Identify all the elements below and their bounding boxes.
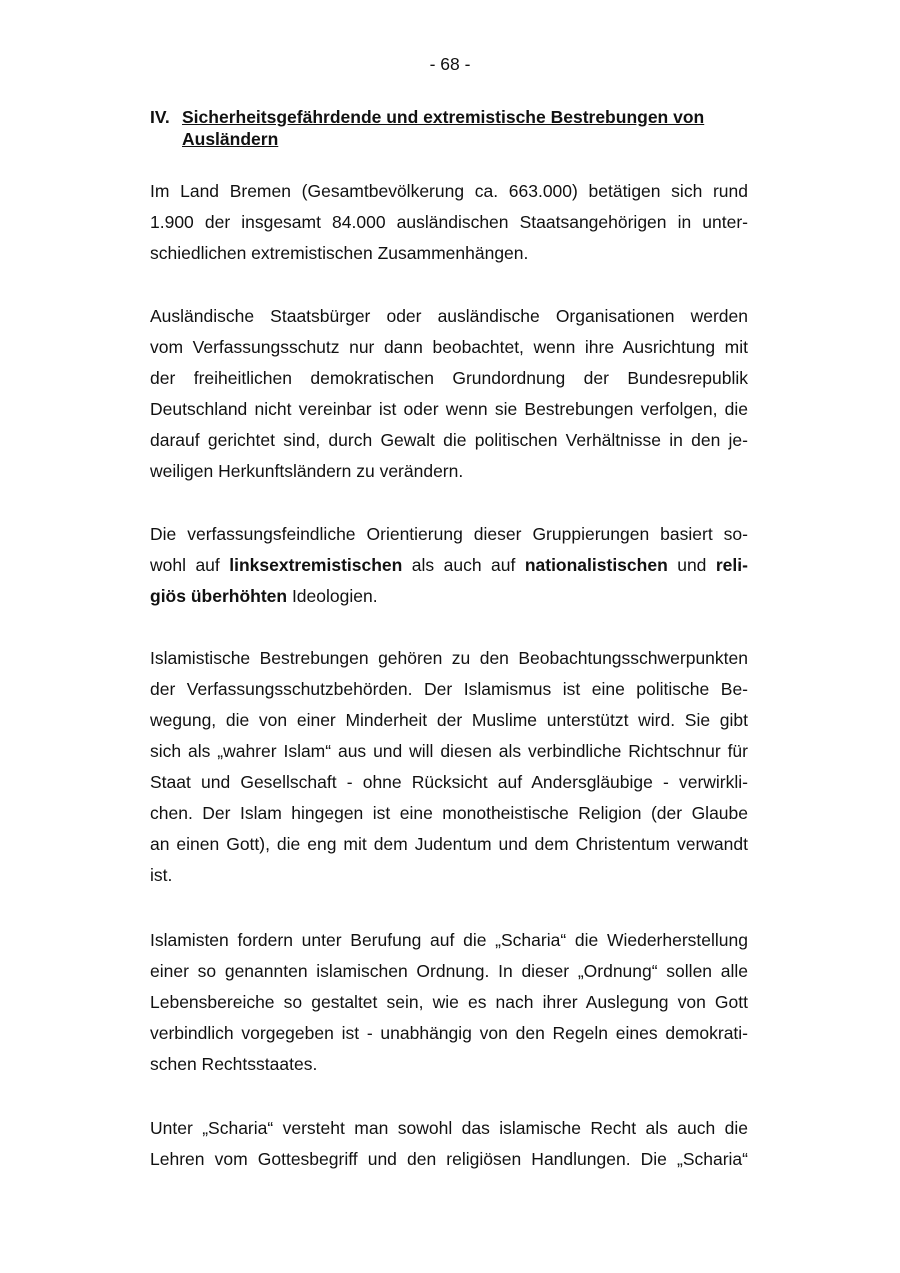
paragraph-line: der Verfassungsschutzbehörden. Der Islamismus ist eine politische Be- (150, 679, 748, 699)
paragraph-line: weiligen Herkunftsländern zu verändern. (150, 461, 464, 481)
paragraph-line: Lebensbereiche so gestaltet sein, wie es nach ihrer Auslegung von Gott (150, 992, 748, 1012)
paragraph-line: Ausländische Staatsbürger oder ausländische Organisationen werden (150, 306, 748, 326)
paragraph-4 (150, 643, 748, 891)
page-number: - 68 - (429, 54, 471, 74)
paragraph-line: 1.900 der insgesamt 84.000 ausländischen Staatsangehörigen in unter- (150, 212, 748, 232)
paragraph-line: Unter „Scharia“ versteht man sowohl das islamische Recht als auch die (150, 1118, 748, 1138)
paragraph-line: verbindlich vorgegeben ist - unabhängig von den Regeln eines demokrati- (150, 1023, 748, 1043)
section-number: IV. (150, 107, 170, 127)
paragraph-line-emphasis (150, 550, 748, 581)
text-run: Ideologien. (287, 586, 378, 606)
paragraph-line: an einen Gott), die eng mit dem Judentum und dem Christentum verwandt (150, 834, 748, 854)
paragraph-line: Deutschland nicht vereinbar ist oder wenn sie Bestrebungen verfolgen, die (150, 399, 748, 419)
paragraph-2 (150, 301, 748, 487)
section-title-line-2: Ausländern (182, 129, 279, 149)
paragraph-line: Islamistische Bestrebungen gehören zu den Beobachtungsschwerpunkten (150, 648, 748, 668)
paragraph-line: schen Rechtsstaates. (150, 1054, 318, 1074)
bold-term-religioes-2: giös überhöhten (150, 586, 288, 606)
paragraph-line: Staat und Gesellschaft - ohne Rücksicht auf Andersgläubige - verwirkli- (150, 772, 748, 792)
paragraph-5 (150, 925, 748, 1080)
paragraph-line: wegung, die von einer Minderheit der Muslime unterstützt wird. Sie gibt (150, 710, 748, 730)
paragraph-line: chen. Der Islam hingegen ist eine monotheistische Religion (der Glaube (150, 803, 748, 823)
bold-term-linksextremistisch: linksextremistischen (229, 555, 403, 575)
section-heading (150, 106, 760, 150)
bold-term-nationalistisch: nationalistischen (524, 555, 668, 575)
paragraph-line-emphasis (150, 581, 748, 612)
paragraph-line: vom Verfassungsschutz nur dann beobachtet, wenn ihre Ausrichtung mit (150, 337, 748, 357)
paragraph-6 (150, 1113, 748, 1175)
text-run: wohl auf (150, 555, 230, 575)
section-title-line-1: Sicherheitsgefährdende und extremistische Bestrebungen von (182, 107, 705, 127)
bold-term-religioes-1: reli- (715, 555, 748, 575)
text-run: und (667, 555, 716, 575)
paragraph-line: schiedlichen extremistischen Zusammenhängen. (150, 243, 529, 263)
paragraph-line: Im Land Bremen (Gesamtbevölkerung ca. 663.000) betätigen sich rund (150, 181, 748, 201)
paragraph-line: einer so genannten islamischen Ordnung. In dieser „Ordnung“ sollen alle (150, 961, 748, 981)
paragraph-line: darauf gerichtet sind, durch Gewalt die politischen Verhältnisse in den je- (150, 430, 748, 450)
text-run: als auch auf (402, 555, 525, 575)
paragraph-line: ist. (150, 865, 173, 885)
paragraph-line: der freiheitlichen demokratischen Grundordnung der Bundesrepublik (150, 368, 748, 388)
paragraph-line: Die verfassungsfeindliche Orientierung dieser Gruppierungen basiert so- (150, 524, 748, 544)
paragraph-line: sich als „wahrer Islam“ aus und will diesen als verbindliche Richtschnur für (150, 741, 748, 761)
paragraph-line: Lehren vom Gottesbegriff und den religiösen Handlungen. Die „Scharia“ (150, 1149, 748, 1169)
paragraph-3 (150, 519, 748, 612)
paragraph-1 (150, 176, 748, 269)
paragraph-line: Islamisten fordern unter Berufung auf die „Scharia“ die Wiederherstellung (150, 930, 748, 950)
